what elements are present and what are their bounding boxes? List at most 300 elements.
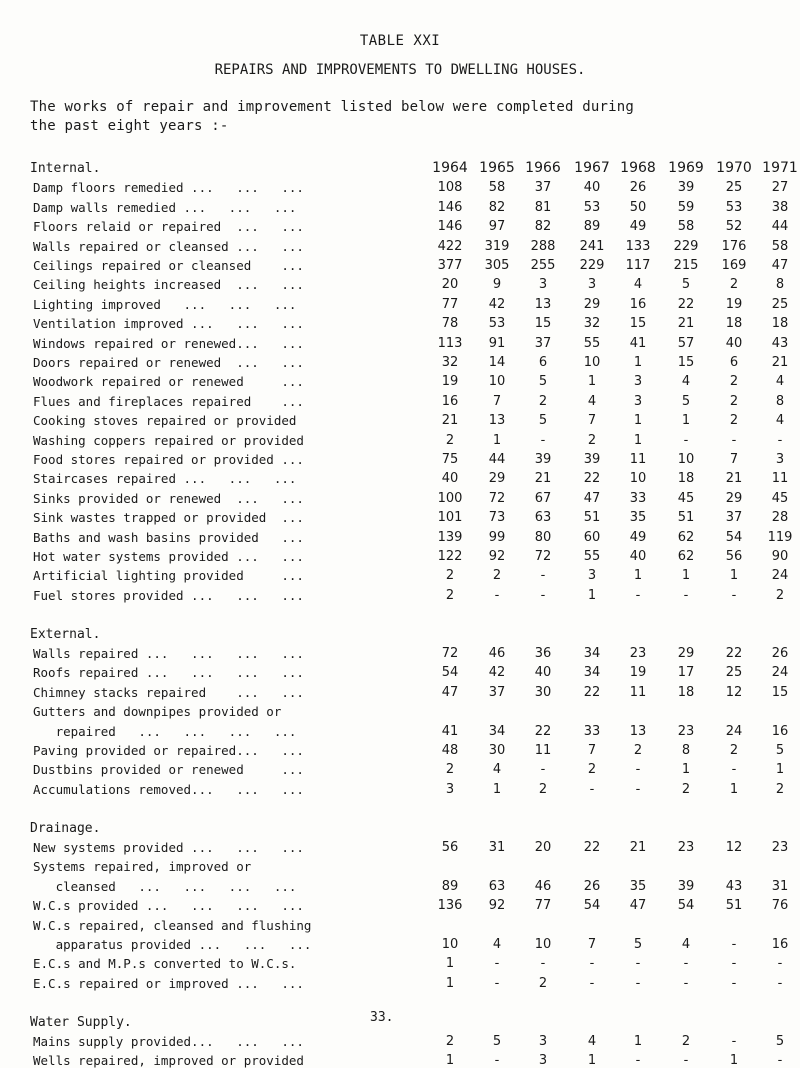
table-cell: - xyxy=(589,956,595,972)
table-cell: 3 xyxy=(445,781,455,797)
table-cell: 58 xyxy=(488,180,506,196)
row-label: New systems provided ... ... ... xyxy=(33,840,304,855)
table-cell: 5 xyxy=(538,374,548,390)
table-cell: 22 xyxy=(534,723,552,739)
table-cell: - xyxy=(777,1053,783,1068)
table-cell: 8 xyxy=(681,743,691,758)
table-cell: - xyxy=(731,587,737,603)
table-cell: 2 xyxy=(445,432,455,448)
table-cell: 97 xyxy=(488,219,506,235)
table-cell: - xyxy=(494,956,500,972)
table-cell: 23 xyxy=(629,646,647,661)
table-cell: 2 xyxy=(445,762,455,778)
table-cell: 37 xyxy=(534,335,552,351)
row-label: Sink wastes trapped or provided ... xyxy=(33,510,304,526)
table-cell: 5 xyxy=(681,393,691,409)
table-cell: 133 xyxy=(625,238,651,254)
table-cell: 146 xyxy=(437,199,463,215)
table-cell: 25 xyxy=(725,180,743,196)
year-header: 1964 xyxy=(432,160,468,176)
table-cell: 39 xyxy=(677,180,695,196)
table-cell: 1 xyxy=(633,432,643,448)
table-cell: - xyxy=(540,762,546,778)
table-cell: 1 xyxy=(633,355,643,370)
row-label: W.C.s provided ... ... ... ... xyxy=(33,898,304,914)
table-cell: 41 xyxy=(441,723,459,739)
table-cell: 17 xyxy=(677,665,695,681)
table-cell: 35 xyxy=(629,510,647,526)
table-cell: 60 xyxy=(583,529,601,545)
row-label: apparatus provided ... ... ... xyxy=(33,937,312,952)
table-cell: 90 xyxy=(771,549,789,564)
table-cell: 113 xyxy=(437,335,463,351)
table-cell: - xyxy=(683,975,689,991)
table-cell: 62 xyxy=(677,529,695,545)
row-label: Walls repaired ... ... ... ... xyxy=(33,646,304,661)
table-cell: 2 xyxy=(775,587,785,603)
table-cell: 15 xyxy=(629,316,647,332)
table-cell: 3 xyxy=(538,277,548,293)
table-cell: 21 xyxy=(771,355,789,370)
table-cell: 12 xyxy=(725,684,743,700)
table-cell: 13 xyxy=(488,413,506,429)
table-cell: 54 xyxy=(583,898,601,914)
table-cell: 2 xyxy=(445,1034,455,1049)
table-cell: 39 xyxy=(534,452,552,467)
table-cell: 3 xyxy=(587,277,597,293)
table-cell: 5 xyxy=(538,413,548,429)
table-cell: 1 xyxy=(492,432,502,448)
table-cell: - xyxy=(683,956,689,972)
table-cell: 41 xyxy=(629,335,647,351)
table-cell: 10 xyxy=(629,471,647,487)
table-cell: 7 xyxy=(587,743,597,758)
row-label: cleansed ... ... ... ... xyxy=(33,878,297,894)
table-cell: 2 xyxy=(492,568,502,584)
table-cell: 19 xyxy=(725,296,743,312)
table-cell: 62 xyxy=(677,549,695,564)
table-cell: - xyxy=(635,956,641,972)
row-label: Walls repaired or cleansed ... ... xyxy=(33,238,304,254)
table-cell: 422 xyxy=(437,238,463,254)
table-cell: 11 xyxy=(629,452,647,467)
table-cell: 7 xyxy=(587,413,597,429)
table-cell: 24 xyxy=(771,665,789,681)
table-cell: 100 xyxy=(437,490,463,506)
table-cell: 305 xyxy=(484,258,510,273)
row-label: Damp floors remedied ... ... ... xyxy=(33,180,304,196)
table-cell: 25 xyxy=(725,665,743,681)
row-label: Sinks provided or renewed ... ... xyxy=(33,490,304,506)
table-cell: 51 xyxy=(725,898,743,914)
table-cell: 36 xyxy=(534,646,552,661)
table-cell: 4 xyxy=(587,393,597,409)
table-cell: 89 xyxy=(583,219,601,235)
table-cell: 1 xyxy=(445,975,455,991)
table-cell: 4 xyxy=(775,374,785,390)
table-cell: 21 xyxy=(725,471,743,487)
table-cell: 2 xyxy=(633,743,643,758)
table-cell: 26 xyxy=(771,646,789,661)
table-cell: 1 xyxy=(729,1053,739,1068)
row-label: Fuel stores provided ... ... ... xyxy=(33,587,304,603)
intro-line-1: The works of repair and improvement listed below were completed during xyxy=(30,99,635,115)
table-cell: 18 xyxy=(677,471,695,487)
table-cell: 1 xyxy=(445,1053,455,1068)
section-heading: External. xyxy=(30,626,101,642)
table-cell: 288 xyxy=(530,238,556,254)
table-cell: 176 xyxy=(721,238,747,254)
table-cell: 2 xyxy=(538,781,548,797)
table-cell: 47 xyxy=(629,898,647,914)
table-cell: 13 xyxy=(534,296,552,312)
table-cell: 2 xyxy=(729,743,739,758)
table-cell: 2 xyxy=(538,393,548,409)
table-cell: 5 xyxy=(775,743,785,758)
table-cell: 34 xyxy=(488,723,506,739)
table-cell: 3 xyxy=(633,374,643,390)
table-cell: 4 xyxy=(681,374,691,390)
row-label: Flues and fireplaces repaired ... xyxy=(33,393,304,409)
table-cell: 1 xyxy=(775,762,785,778)
row-label: E.C.s and M.P.s converted to W.C.s. xyxy=(33,956,297,972)
table-cell: 42 xyxy=(488,296,506,312)
table-title: TABLE XXI xyxy=(359,33,441,49)
table-cell: 146 xyxy=(437,219,463,235)
row-label: Paving provided or repaired... ... xyxy=(33,743,304,758)
row-label: Chimney stacks repaired ... ... xyxy=(33,684,304,700)
table-cell: - xyxy=(731,956,737,972)
row-label: Hot water systems provided ... ... xyxy=(33,549,304,564)
table-cell: 22 xyxy=(725,646,743,661)
table-cell: 22 xyxy=(583,471,601,487)
table-cell: 1 xyxy=(681,762,691,778)
table-cell: 59 xyxy=(677,199,695,215)
table-cell: 16 xyxy=(771,723,789,739)
table-cell: 119 xyxy=(767,529,793,545)
row-label: Artificial lighting provided ... xyxy=(33,568,304,584)
table-cell: 11 xyxy=(534,743,552,758)
table-cell: 4 xyxy=(587,1034,597,1049)
table-cell: - xyxy=(635,781,641,797)
row-label: repaired ... ... ... ... xyxy=(33,723,297,739)
table-cell: 31 xyxy=(771,878,789,894)
table-cell: 2 xyxy=(729,393,739,409)
table-cell: 25 xyxy=(771,296,789,312)
row-label: Damp walls remedied ... ... ... xyxy=(33,199,297,215)
row-label: Ceilings repaired or cleansed ... xyxy=(33,258,304,273)
year-header: 1965 xyxy=(479,160,515,176)
table-cell: 72 xyxy=(488,490,506,506)
table-cell: - xyxy=(683,1053,689,1068)
table-cell: 43 xyxy=(771,335,789,351)
table-cell: 3 xyxy=(775,452,785,467)
table-cell: 12 xyxy=(725,840,743,855)
table-cell: 4 xyxy=(492,937,502,952)
table-cell: 44 xyxy=(771,219,789,235)
table-cell: 46 xyxy=(488,646,506,661)
table-cell: 40 xyxy=(629,549,647,564)
table-cell: 122 xyxy=(437,549,463,564)
table-cell: 2 xyxy=(729,277,739,293)
table-cell: 48 xyxy=(441,743,459,758)
table-cell: 50 xyxy=(629,199,647,215)
table-cell: 53 xyxy=(488,316,506,332)
table-cell: 241 xyxy=(579,238,605,254)
section-heading: Internal. xyxy=(30,161,101,176)
table-cell: 21 xyxy=(441,413,459,429)
table-cell: 82 xyxy=(488,199,506,215)
row-label: Dustbins provided or renewed ... xyxy=(33,762,304,778)
table-cell: 37 xyxy=(725,510,743,526)
row-label: W.C.s repaired, cleansed and flushing xyxy=(33,917,312,933)
table-cell: 33 xyxy=(629,490,647,506)
table-cell: 75 xyxy=(441,452,459,467)
table-cell: 21 xyxy=(534,471,552,487)
table-cell: 63 xyxy=(488,878,506,894)
table-cell: - xyxy=(589,975,595,991)
table-cell: 6 xyxy=(538,355,548,370)
table-cell: 58 xyxy=(771,238,789,254)
table-cell: 3 xyxy=(587,568,597,584)
table-cell: 1 xyxy=(633,568,643,584)
table-cell: - xyxy=(589,781,595,797)
table-cell: 4 xyxy=(492,762,502,778)
table-cell: 1 xyxy=(633,413,643,429)
table-cell: 2 xyxy=(681,1034,691,1049)
table-cell: 45 xyxy=(771,490,789,506)
table-cell: 20 xyxy=(441,277,459,293)
row-label: Wells repaired, improved or provided xyxy=(33,1053,304,1068)
table-cell: 49 xyxy=(629,529,647,545)
table-cell: 101 xyxy=(437,510,463,526)
table-cell: 54 xyxy=(725,529,743,545)
table-cell: 1 xyxy=(445,956,455,972)
table-cell: 32 xyxy=(441,355,459,370)
table-cell: 2 xyxy=(775,781,785,797)
table-cell: 34 xyxy=(583,665,601,681)
table-cell: 29 xyxy=(725,490,743,506)
table-cell: 7 xyxy=(587,937,597,952)
year-header: 1968 xyxy=(620,160,656,176)
table-cell: 8 xyxy=(775,393,785,409)
table-cell: - xyxy=(540,587,546,603)
table-cell: 14 xyxy=(488,355,506,370)
year-header: 1966 xyxy=(525,160,561,176)
table-cell: 2 xyxy=(729,374,739,390)
table-cell: 16 xyxy=(629,296,647,312)
table-cell: 1 xyxy=(587,587,597,603)
table-cell: 1 xyxy=(681,568,691,584)
table-cell: 29 xyxy=(583,296,601,312)
table-cell: 47 xyxy=(441,684,459,700)
table-cell: 53 xyxy=(725,199,743,215)
table-cell: 10 xyxy=(677,452,695,467)
table-cell: 117 xyxy=(625,258,651,273)
table-cell: 13 xyxy=(629,723,647,739)
table-cell: 3 xyxy=(538,1034,548,1049)
year-header: 1967 xyxy=(574,160,610,176)
table-cell: 2 xyxy=(587,432,597,448)
table-cell: 21 xyxy=(629,840,647,855)
section-heading: Water Supply. xyxy=(30,1014,132,1030)
table-cell: 39 xyxy=(677,878,695,894)
table-cell: 57 xyxy=(677,335,695,351)
table-cell: 229 xyxy=(673,238,699,254)
table-cell: - xyxy=(494,587,500,603)
table-cell: 7 xyxy=(729,452,739,467)
table-cell: 37 xyxy=(488,684,506,700)
row-label: Cooking stoves repaired or provided xyxy=(33,413,297,429)
table-cell: 30 xyxy=(534,684,552,700)
table-cell: 54 xyxy=(441,665,459,681)
table-cell: 40 xyxy=(534,665,552,681)
row-label: Accumulations removed... ... ... xyxy=(33,781,304,797)
table-cell: 29 xyxy=(488,471,506,487)
row-label: Washing coppers repaired or provided xyxy=(33,432,304,448)
table-cell: 22 xyxy=(583,684,601,700)
table-cell: 11 xyxy=(629,684,647,700)
table-cell: - xyxy=(731,975,737,991)
table-cell: - xyxy=(540,568,546,584)
table-cell: 15 xyxy=(771,684,789,700)
table-cell: 24 xyxy=(725,723,743,739)
table-cell: 2 xyxy=(681,781,691,797)
table-cell: 26 xyxy=(583,878,601,894)
table-cell: 77 xyxy=(441,296,459,312)
table-cell: 10 xyxy=(583,355,601,370)
table-cell: 1 xyxy=(633,1034,643,1049)
table-cell: 16 xyxy=(771,937,789,952)
table-cell: 21 xyxy=(677,316,695,332)
table-cell: 45 xyxy=(677,490,695,506)
year-header: 1970 xyxy=(716,160,752,176)
table-cell: 7 xyxy=(492,393,502,409)
table-cell: 10 xyxy=(441,937,459,952)
row-label: Systems repaired, improved or xyxy=(33,859,252,875)
table-cell: 99 xyxy=(488,529,506,545)
table-cell: 255 xyxy=(530,258,556,273)
row-label: E.C.s repaired or improved ... ... xyxy=(33,975,304,991)
row-label: Woodwork repaired or renewed ... xyxy=(33,374,304,390)
row-label: Food stores repaired or provided ... xyxy=(33,452,304,467)
table-cell: 18 xyxy=(771,316,789,332)
table-cell: 19 xyxy=(441,374,459,390)
table-cell: 39 xyxy=(583,452,601,467)
table-cell: 1 xyxy=(492,781,502,797)
table-cell: 46 xyxy=(534,878,552,894)
table-cell: 58 xyxy=(677,219,695,235)
table-cell: 53 xyxy=(583,199,601,215)
table-cell: 23 xyxy=(677,840,695,855)
table-cell: 32 xyxy=(583,316,601,332)
table-cell: 108 xyxy=(437,180,463,196)
row-label: Floors relaid or repaired ... ... xyxy=(33,219,304,235)
table-cell: 1 xyxy=(729,781,739,797)
table-cell: 18 xyxy=(725,316,743,332)
table-cell: 37 xyxy=(534,180,552,196)
table-cell: 76 xyxy=(771,898,789,914)
table-cell: 55 xyxy=(583,549,601,564)
table-cell: 5 xyxy=(492,1034,502,1049)
table-cell: 73 xyxy=(488,510,506,526)
table-cell: 10 xyxy=(534,937,552,952)
table-cell: - xyxy=(540,956,546,972)
table-cell: 22 xyxy=(583,840,601,855)
table-cell: 67 xyxy=(534,490,552,506)
row-label: Staircases repaired ... ... ... xyxy=(33,471,297,487)
table-cell: 1 xyxy=(587,374,597,390)
section-heading: Drainage. xyxy=(30,820,101,836)
table-cell: - xyxy=(494,975,500,991)
table-cell: 40 xyxy=(583,180,601,196)
table-cell: 42 xyxy=(488,665,506,681)
table-cell: 2 xyxy=(445,587,455,603)
table-cell: 3 xyxy=(633,393,643,409)
table-cell: 51 xyxy=(583,510,601,526)
table-cell: 6 xyxy=(729,355,739,370)
table-cell: 229 xyxy=(579,258,605,273)
table-cell: 10 xyxy=(488,374,506,390)
table-cell: - xyxy=(540,432,546,448)
table-cell: 63 xyxy=(534,510,552,526)
table-cell: 8 xyxy=(775,277,785,293)
table-cell: 11 xyxy=(771,471,789,487)
row-label: Lighting improved ... ... ... xyxy=(33,296,297,312)
page-number: 33. xyxy=(370,1010,394,1025)
table-cell: 33 xyxy=(583,723,601,739)
table-cell: 49 xyxy=(629,219,647,235)
row-label: Mains supply provided... ... ... xyxy=(33,1034,304,1049)
row-label: Baths and wash basins provided ... xyxy=(33,529,304,545)
year-header: 1969 xyxy=(668,160,704,176)
table-cell: 377 xyxy=(437,258,463,273)
table-cell: 4 xyxy=(681,937,691,952)
table-cell: 4 xyxy=(633,277,643,293)
table-cell: 1 xyxy=(587,1053,597,1068)
table-cell: 15 xyxy=(677,355,695,370)
table-cell: 51 xyxy=(677,510,695,526)
year-header: 1971 xyxy=(762,160,798,176)
table-cell: - xyxy=(777,975,783,991)
table-cell: 5 xyxy=(633,937,643,952)
table-cell: 215 xyxy=(673,258,699,273)
table-cell: - xyxy=(731,937,737,952)
table-cell: 44 xyxy=(488,452,506,467)
table-cell: 5 xyxy=(775,1034,785,1049)
table-cell: 2 xyxy=(538,975,548,991)
table-cell: 81 xyxy=(534,199,552,215)
table-cell: - xyxy=(635,975,641,991)
table-cell: 28 xyxy=(771,510,789,526)
table-cell: 72 xyxy=(534,549,552,564)
table-cell: 23 xyxy=(771,840,789,855)
table-cell: 40 xyxy=(725,335,743,351)
table-cell: 2 xyxy=(587,762,597,778)
table-cell: - xyxy=(731,1034,737,1049)
table-cell: 92 xyxy=(488,898,506,914)
table-cell: 56 xyxy=(441,840,459,855)
table-cell: 3 xyxy=(538,1053,548,1068)
table-cell: 30 xyxy=(488,743,506,758)
table-cell: 20 xyxy=(534,840,552,855)
table-cell: 22 xyxy=(677,296,695,312)
table-subtitle: REPAIRS AND IMPROVEMENTS TO DWELLING HOUSES. xyxy=(214,62,586,78)
table-cell: 2 xyxy=(729,413,739,429)
table-cell: - xyxy=(731,432,737,448)
row-label: Windows repaired or renewed... ... xyxy=(33,335,304,351)
table-cell: 18 xyxy=(677,684,695,700)
